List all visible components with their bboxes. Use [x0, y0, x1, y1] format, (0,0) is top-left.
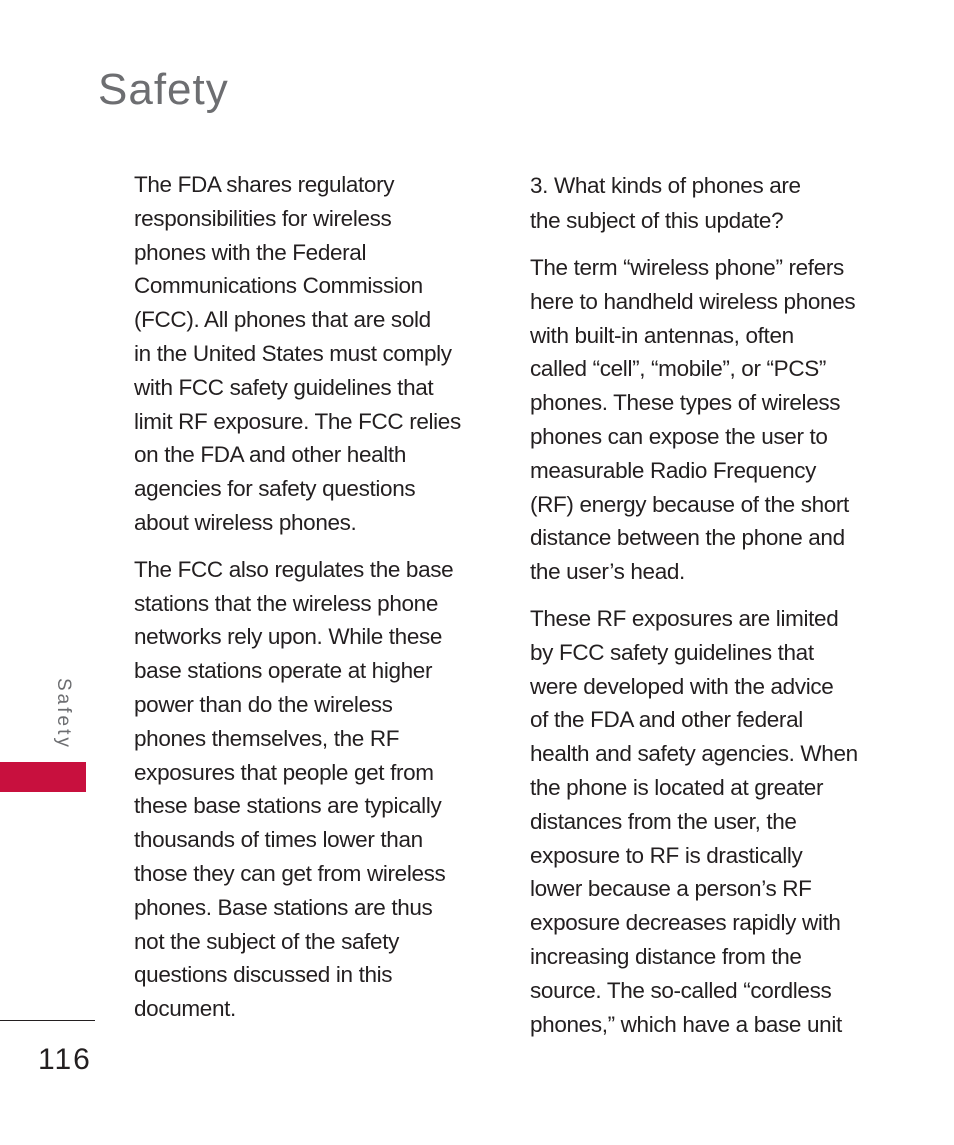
- side-tab-marker: [0, 762, 86, 792]
- text-line: in the United States must comply: [134, 340, 452, 366]
- text-line: with built-in antennas, often: [530, 322, 794, 348]
- text-line: (FCC). All phones that are sold: [134, 307, 431, 333]
- text-line: phones. Base stations are thus: [134, 894, 433, 920]
- text-line: The term “wireless phone” refers: [530, 255, 844, 280]
- paragraph-base-stations: [134, 553, 494, 1026]
- footer-rule: [0, 1020, 95, 1021]
- left-column: [134, 168, 494, 1039]
- paragraph-fda-fcc: [134, 168, 494, 540]
- text-line: exposure decreases rapidly with: [530, 910, 841, 936]
- text-line: phones,” which have a base unit: [530, 1011, 842, 1037]
- text-line: with FCC safety guidelines that: [134, 374, 434, 400]
- text-line: measurable Radio Frequency: [530, 457, 817, 483]
- text-line: the user’s head.: [530, 559, 685, 585]
- text-line: thousands of times lower than: [134, 827, 423, 853]
- text-line: phones. These types of wireless: [530, 390, 841, 416]
- paragraph-rf-exposure-limits: [530, 602, 930, 1041]
- side-tab-label: Safety: [53, 678, 74, 750]
- text-line: source. The so-called “cordless: [530, 977, 832, 1003]
- text-line: those they can get from wireless: [134, 860, 446, 886]
- text-line: about wireless phones.: [134, 509, 357, 535]
- text-line: of the FDA and other federal: [530, 707, 803, 733]
- text-line: health and safety agencies. When: [530, 741, 858, 767]
- text-line: The FCC also regulates the base: [134, 556, 454, 582]
- heading-line: the subject of this update?: [530, 208, 784, 233]
- text-line: phones can expose the user to: [530, 423, 828, 449]
- text-line: increasing distance from the: [530, 943, 802, 969]
- text-line: distances from the user, the: [530, 808, 797, 834]
- text-line: on the FDA and other health: [134, 442, 406, 468]
- text-line: lower because a person’s RF: [530, 876, 812, 902]
- text-line: phones themselves, the RF: [134, 725, 400, 751]
- section-heading: [530, 168, 930, 238]
- text-line: limit RF exposure. The FCC relies: [134, 408, 461, 434]
- text-line: were developed with the advice: [530, 673, 834, 699]
- text-line: responsibilities for wireless: [134, 205, 392, 231]
- text-line: (RF) energy because of the short: [530, 491, 849, 517]
- text-line: by FCC safety guidelines that: [530, 639, 814, 665]
- page-number: 116: [38, 1043, 92, 1076]
- text-line: exposures that people get from: [134, 759, 434, 785]
- text-line: document.: [134, 996, 236, 1022]
- text-line: here to handheld wireless phones: [530, 288, 856, 314]
- text-line: these base stations are typically: [134, 793, 442, 819]
- page-title: Safety: [98, 65, 229, 114]
- text-line: the phone is located at greater: [530, 774, 824, 800]
- text-line: networks rely upon. While these: [134, 624, 443, 650]
- paragraph-wireless-phone-definition: [530, 251, 930, 589]
- text-line: stations that the wireless phone: [134, 590, 438, 616]
- text-line: questions discussed in this: [134, 962, 393, 988]
- text-line: These RF exposures are limited: [530, 605, 839, 631]
- text-line: phones with the Federal: [134, 239, 367, 265]
- text-line: agencies for safety questions: [134, 476, 416, 502]
- text-line: Communications Commission: [134, 273, 423, 299]
- text-line: base stations operate at higher: [134, 658, 433, 684]
- right-column: [530, 168, 930, 1054]
- text-line: not the subject of the safety: [134, 928, 400, 954]
- heading-line: 3. What kinds of phones are: [530, 173, 801, 198]
- text-line: power than do the wireless: [134, 691, 393, 717]
- text-line: called “cell”, “mobile”, or “PCS”: [530, 356, 827, 382]
- text-line: The FDA shares regulatory: [134, 172, 395, 197]
- text-line: distance between the phone and: [530, 525, 845, 551]
- text-line: exposure to RF is drastically: [530, 842, 803, 868]
